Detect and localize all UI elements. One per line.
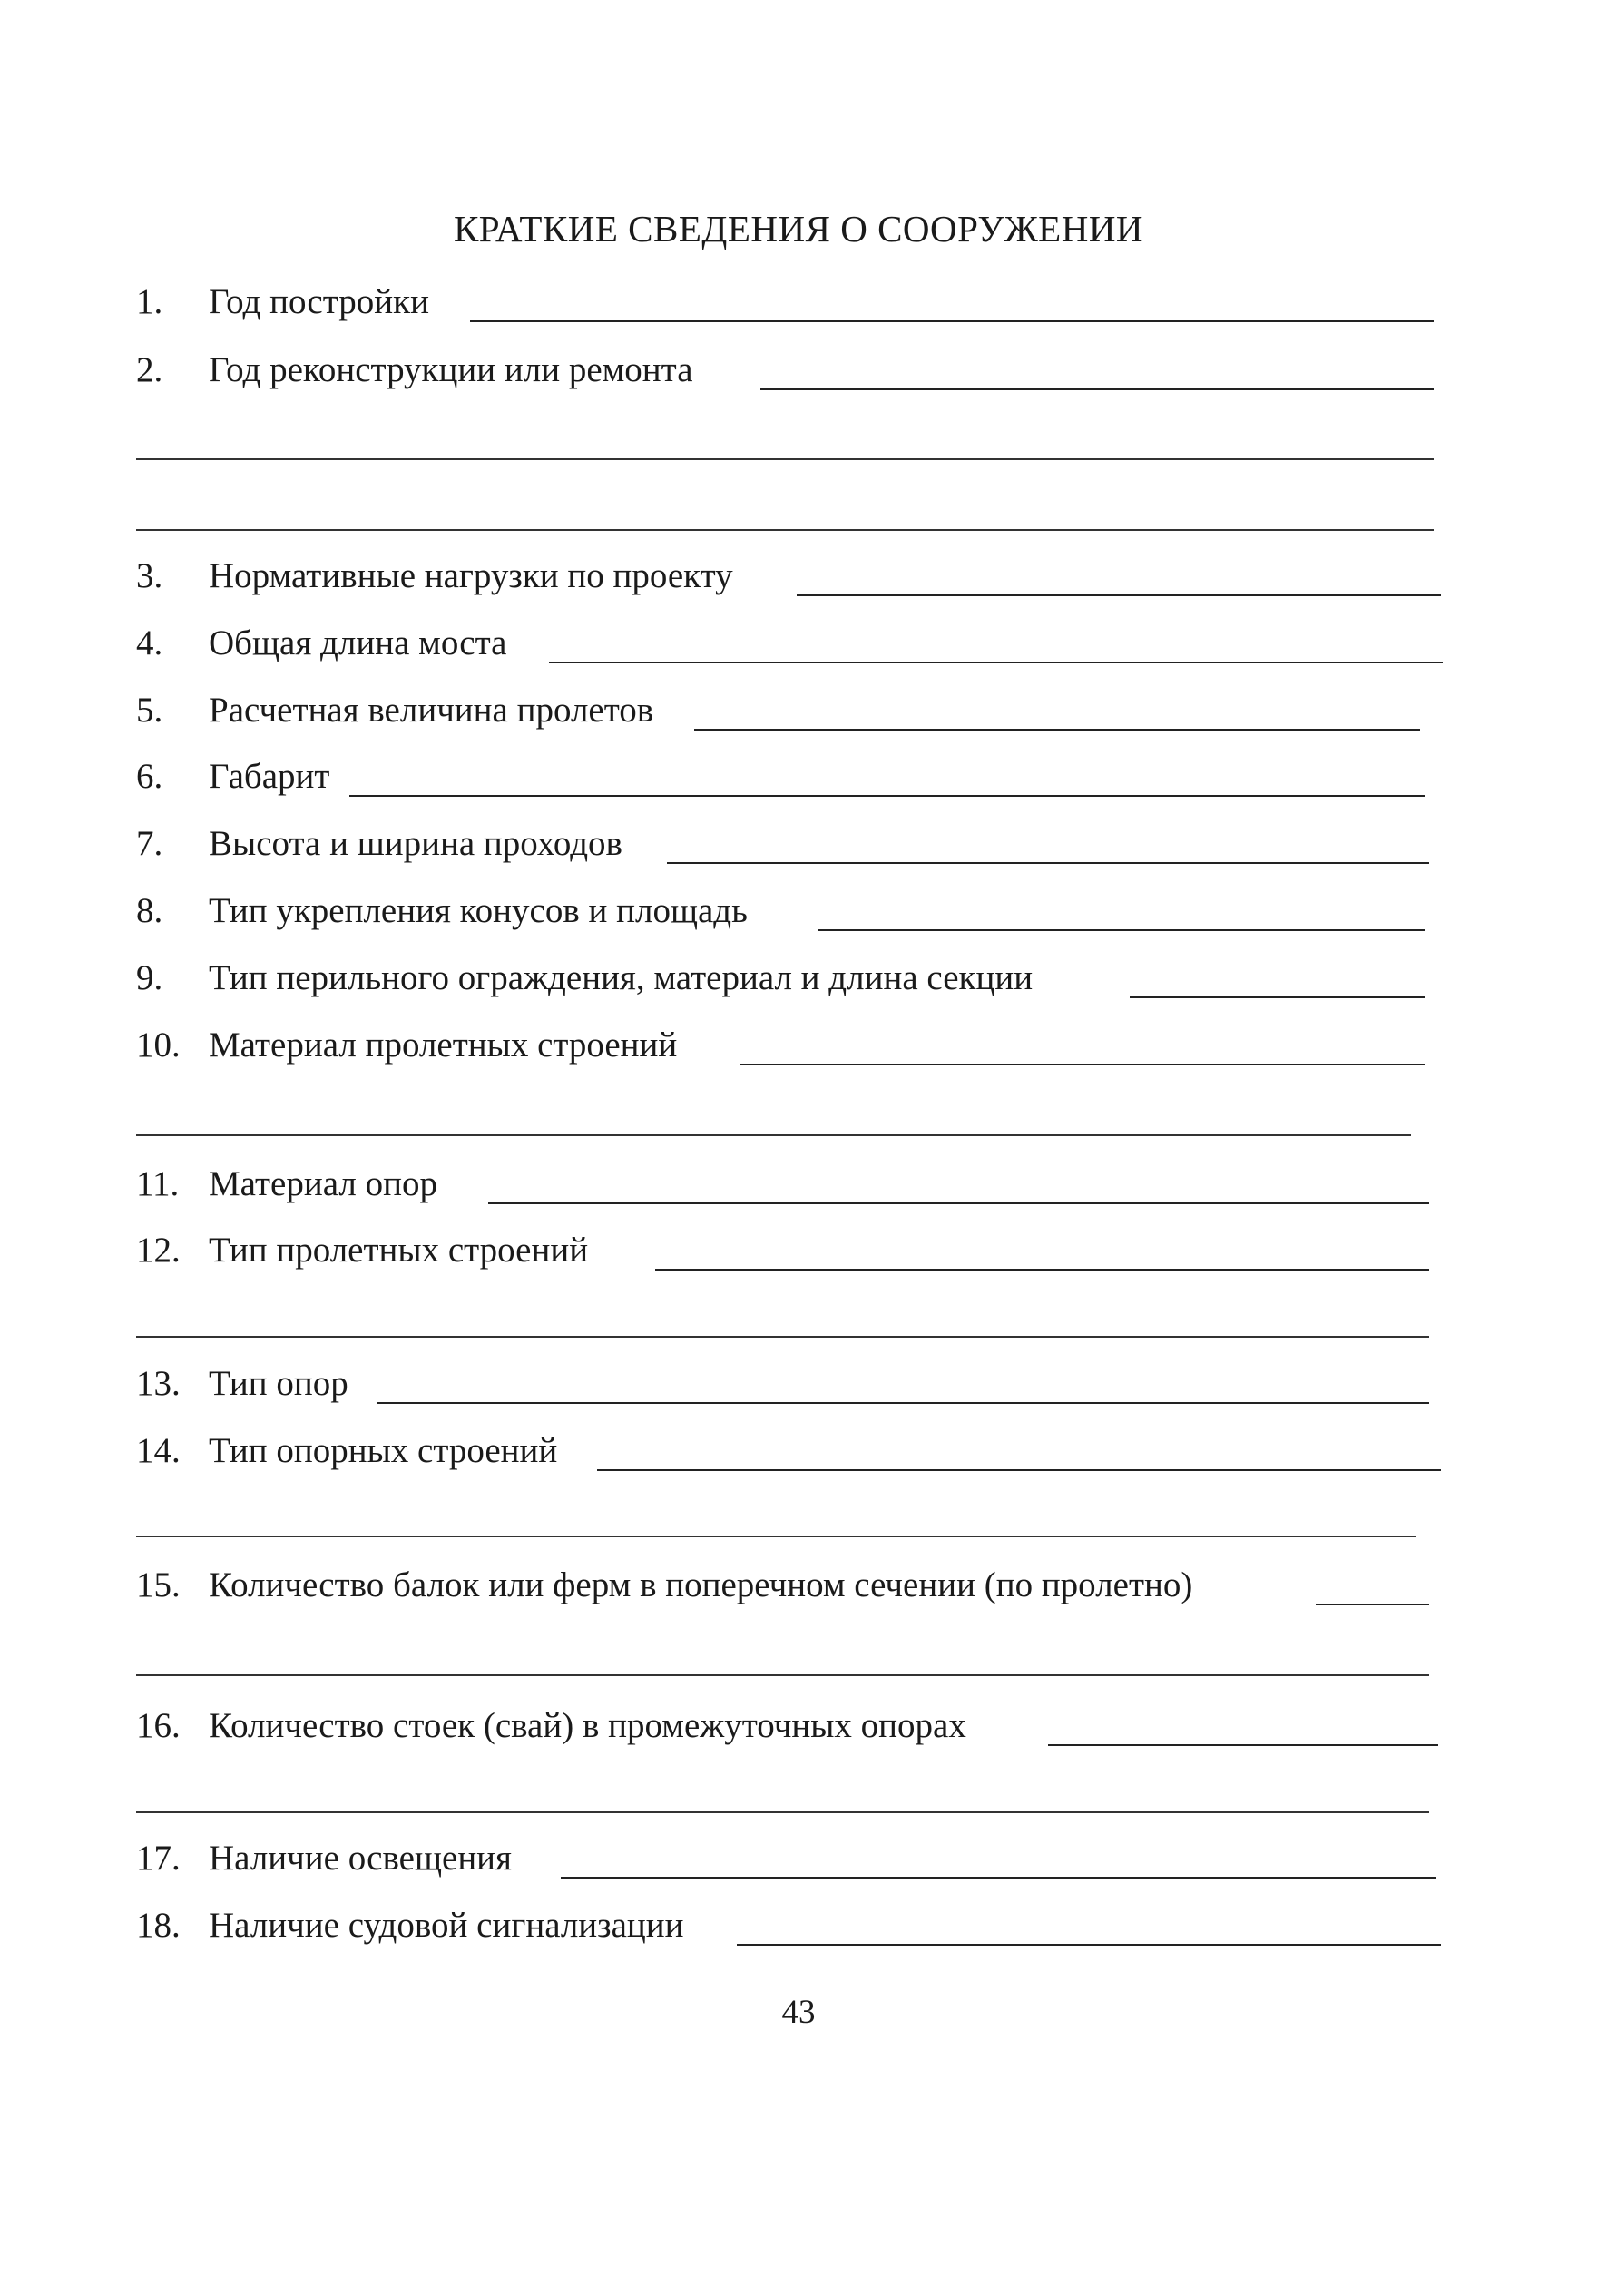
form-row-6 [0,751,1597,806]
continuation-line-2a[interactable] [136,458,1434,460]
item-label: Габарит [209,757,330,796]
item-number: 3. [136,556,163,595]
item-label: Наличие освещения [209,1839,512,1878]
item-number: 11. [136,1164,180,1203]
form-row-15 [0,1560,1597,1614]
answer-line-15[interactable] [1316,1604,1429,1605]
answer-line-6[interactable] [349,795,1425,797]
continuation-line-14[interactable] [136,1536,1416,1537]
continuation-line-2b[interactable] [136,529,1434,531]
item-label: Тип укрепления конусов и площадь [209,891,748,930]
answer-line-7[interactable] [667,862,1429,864]
item-number: 13. [136,1364,181,1403]
form-row-11 [0,1159,1597,1213]
answer-line-3[interactable] [797,594,1441,596]
form-row-10 [0,1020,1597,1074]
item-number: 2. [136,350,163,389]
continuation-line-16[interactable] [136,1811,1429,1813]
form-row-12 [0,1225,1597,1280]
item-label: Тип опор [209,1364,348,1403]
item-label: Год реконструкции или ремонта [209,350,693,389]
item-number: 16. [136,1706,181,1745]
answer-line-12[interactable] [655,1269,1429,1271]
continuation-line-15[interactable] [136,1674,1429,1676]
item-label: Нормативные нагрузки по проекту [209,556,733,595]
item-number: 18. [136,1906,181,1945]
answer-line-8[interactable] [818,929,1425,931]
item-label: Количество балок или ферм в поперечном сечении (по пролетно) [209,1565,1193,1604]
form-row-4 [0,618,1597,672]
item-label: Тип опорных строений [209,1431,558,1470]
item-label: Материал пролетных строений [209,1025,678,1065]
continuation-line-10[interactable] [136,1134,1411,1136]
answer-line-13[interactable] [377,1402,1429,1404]
item-number: 5. [136,691,163,730]
item-number: 15. [136,1565,181,1604]
form-row-2 [0,345,1597,399]
answer-line-18[interactable] [737,1944,1441,1946]
page-title: КРАТКИЕ СВЕДЕНИЯ О СООРУЖЕНИИ [453,208,1144,250]
form-row-16 [0,1701,1597,1755]
answer-line-17[interactable] [561,1877,1436,1879]
item-label: Материал опор [209,1164,437,1203]
answer-line-5[interactable] [694,729,1420,731]
item-label: Год постройки [209,282,429,321]
form-row-13 [0,1359,1597,1413]
answer-line-10[interactable] [740,1064,1425,1065]
form-row-5 [0,685,1597,740]
item-label: Расчетная величина пролетов [209,691,654,730]
form-row-9 [0,953,1597,1007]
form-row-18 [0,1900,1597,1955]
answer-line-1[interactable] [470,320,1434,322]
item-number: 10. [136,1025,181,1065]
item-label: Общая длина моста [209,623,507,662]
item-number: 8. [136,891,163,930]
form-row-1 [0,277,1597,331]
answer-line-11[interactable] [488,1202,1429,1204]
item-label: Наличие судовой сигнализации [209,1906,684,1945]
item-label: Тип пролетных строений [209,1231,589,1270]
answer-line-2[interactable] [760,388,1434,390]
item-number: 7. [136,824,163,863]
answer-line-9[interactable] [1130,996,1425,998]
item-number: 1. [136,282,163,321]
item-label: Тип перильного ограждения, материал и длина секции [209,958,1034,997]
answer-line-16[interactable] [1048,1744,1438,1746]
form-row-14 [0,1426,1597,1480]
item-number: 12. [136,1231,181,1270]
form-row-7 [0,819,1597,873]
item-number: 9. [136,958,163,997]
page-number: 43 [781,1994,816,2031]
item-label: Количество стоек (свай) в промежуточных опорах [209,1706,966,1745]
form-row-3 [0,551,1597,605]
form-row-17 [0,1833,1597,1888]
item-number: 6. [136,757,163,796]
continuation-line-12[interactable] [136,1336,1429,1338]
answer-line-14[interactable] [597,1469,1441,1471]
form-row-8 [0,886,1597,940]
answer-line-4[interactable] [549,662,1443,663]
item-label: Высота и ширина проходов [209,824,622,863]
item-number: 14. [136,1431,181,1470]
item-number: 17. [136,1839,181,1878]
item-number: 4. [136,623,163,662]
